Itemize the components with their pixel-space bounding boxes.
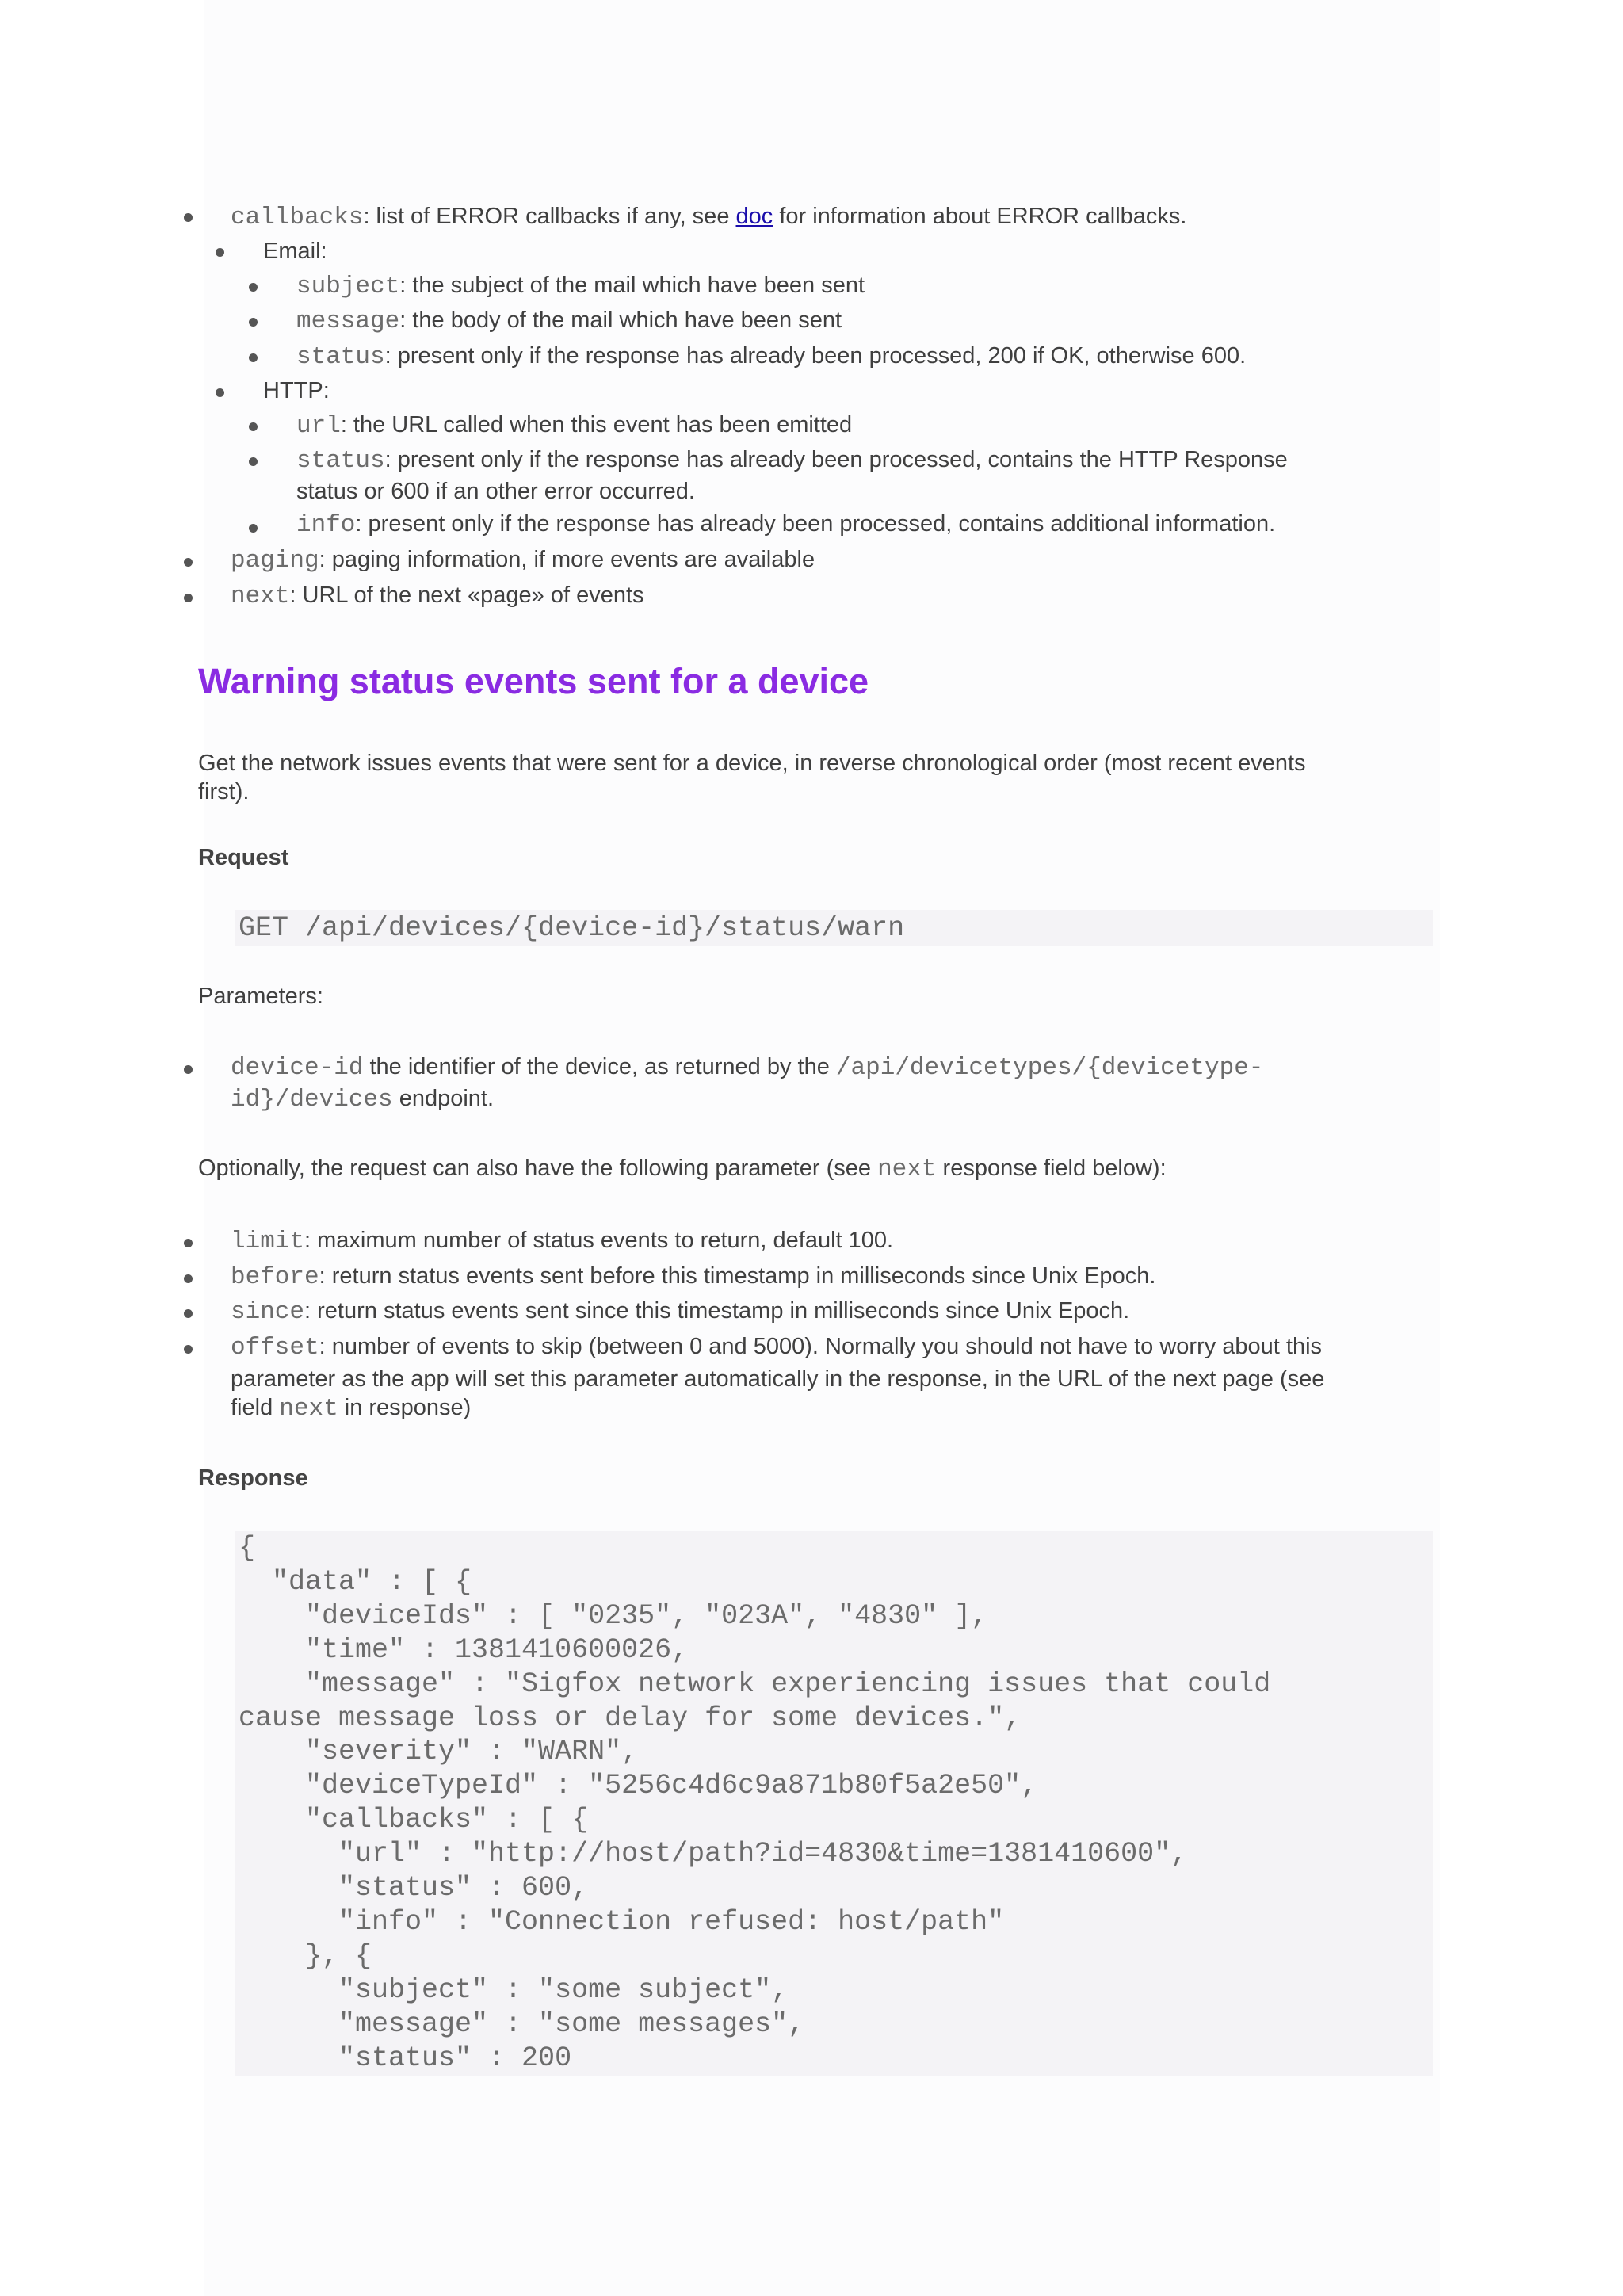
field-description: : present only if the response has already been processed, contains the HTTP Response (384, 447, 1288, 472)
response-code: { "data" : [ { "deviceIds" : [ "0235", "023A", "4830" ], "time" : 1381410600026, "message" : "Sigfox network experiencing issues that could cause message loss or delay for some devices.", "severity" : "WARN", "deviceTypeId" : "5256c4d6c9a871b80f5a2e50", "callbacks" : [ { "url" : "http://host/path?id=4830&time=1381410600", "status" : 600, "info" : "Connection refused: host/path" }, { "subject" : "some subject", "message" : "some messages", "status" : 200 (239, 1532, 1271, 2074)
section-description: Get the network issues events that were sent for a device, in reverse chronological order (most recent events (198, 751, 1306, 776)
list-item-callbacks (231, 202, 1186, 232)
response-code-block (235, 1531, 1433, 2076)
request-code-block (235, 910, 1433, 946)
list-item-email-status (296, 342, 1246, 372)
inline-code: next (877, 1156, 937, 1183)
field-description: : URL of the next «page» of events (289, 583, 644, 608)
field-code: message (296, 308, 400, 335)
field-code: paging (231, 547, 319, 575)
bullet-icon (184, 1309, 193, 1318)
list-item-next (231, 581, 644, 611)
field-description: the identifier of the device, as returned by the (363, 1054, 836, 1079)
endpoint-code: /api/devicetypes/{devicetype- (835, 1054, 1264, 1082)
list-item-http-status-continued: status or 600 if an other error occurred. (296, 479, 695, 504)
bullet-icon (184, 1065, 193, 1074)
param-offset-continued: parameter as the app will set this parameter automatically in the response, in the URL of the next page (see (231, 1366, 1325, 1392)
field-code: next (231, 583, 290, 610)
field-description: : return status events sent before this timestamp in milliseconds since Unix Epoch. (319, 1263, 1156, 1289)
section-description-continued: first). (198, 779, 250, 804)
intro-text: Optionally, the request can also have the following parameter (see (198, 1156, 878, 1181)
request-heading: Request (198, 845, 289, 870)
field-description: : number of events to skip (between 0 and 5000). Normally you should not have to worry about this (319, 1334, 1323, 1359)
field-code: limit (231, 1228, 305, 1255)
field-description: : the body of the mail which have been sent (399, 308, 842, 333)
request-code: GET /api/devices/{device-id}/status/warn (239, 912, 905, 944)
list-item-http-info (296, 510, 1275, 540)
field-code: since (231, 1298, 305, 1326)
param-offset-continued (231, 1393, 471, 1423)
section-title: Warning status events sent for a device (198, 661, 869, 701)
field-description: : return status events sent since this timestamp in milliseconds since Unix Epoch. (304, 1298, 1130, 1324)
bullet-icon (249, 422, 258, 431)
bullet-icon (184, 213, 193, 222)
field-code: info (296, 511, 356, 539)
field-code: status (296, 447, 385, 475)
bullet-icon (249, 318, 258, 327)
bullet-icon (184, 1239, 193, 1247)
param-since (231, 1297, 1129, 1327)
bullet-icon (249, 283, 258, 292)
field-description: endpoint. (392, 1086, 495, 1111)
param-limit (231, 1226, 893, 1256)
field-code: device-id (231, 1054, 364, 1082)
field-description: : the URL called when this event has been emitted (340, 412, 853, 437)
response-heading: Response (198, 1465, 308, 1491)
field-description: : the subject of the mail which have been sent (399, 273, 865, 298)
field-description: : list of ERROR callbacks if any, see (363, 204, 736, 229)
list-item-email: Email: (263, 239, 327, 264)
list-item-http: HTTP: (263, 378, 330, 403)
field-description: for information about ERROR callbacks. (773, 204, 1187, 229)
bullet-icon (216, 248, 224, 257)
bullet-icon (184, 558, 193, 567)
doc-link[interactable]: doc (735, 204, 773, 229)
inline-code: next (279, 1395, 338, 1423)
bullet-icon (249, 524, 258, 533)
bullet-icon (249, 353, 258, 362)
bullet-icon (249, 457, 258, 466)
list-item-http-url (296, 411, 852, 441)
bullet-icon (184, 594, 193, 602)
param-offset (231, 1332, 1322, 1362)
bullet-icon (184, 1274, 193, 1283)
field-description: : present only if the response has already been processed, 200 if OK, otherwise 600. (384, 343, 1247, 369)
field-description: field (231, 1395, 280, 1420)
parameters-label: Parameters: (198, 984, 323, 1009)
field-code: status (296, 343, 385, 371)
field-code: callbacks (231, 204, 364, 231)
field-code: before (231, 1263, 319, 1291)
bullet-icon (184, 1345, 193, 1354)
intro-text: response field below): (936, 1156, 1167, 1181)
field-code: subject (296, 273, 400, 300)
param-device-id-continued (231, 1084, 494, 1114)
param-before (231, 1262, 1155, 1292)
field-code: offset (231, 1334, 319, 1362)
field-description: : maximum number of status events to return, default 100. (304, 1228, 894, 1253)
param-device-id (231, 1052, 1263, 1083)
bullet-icon (216, 388, 224, 397)
list-item-paging (231, 545, 815, 575)
field-description: : present only if the response has already been processed, contains additional information. (355, 511, 1276, 537)
field-description: in response) (338, 1395, 472, 1420)
optional-params-intro (198, 1154, 1167, 1184)
field-code: url (296, 412, 341, 440)
list-item-email-subject (296, 271, 865, 301)
endpoint-code: id}/devices (231, 1086, 393, 1114)
list-item-http-status (296, 445, 1288, 476)
field-description: : paging information, if more events are available (319, 547, 815, 572)
list-item-email-message (296, 306, 842, 336)
